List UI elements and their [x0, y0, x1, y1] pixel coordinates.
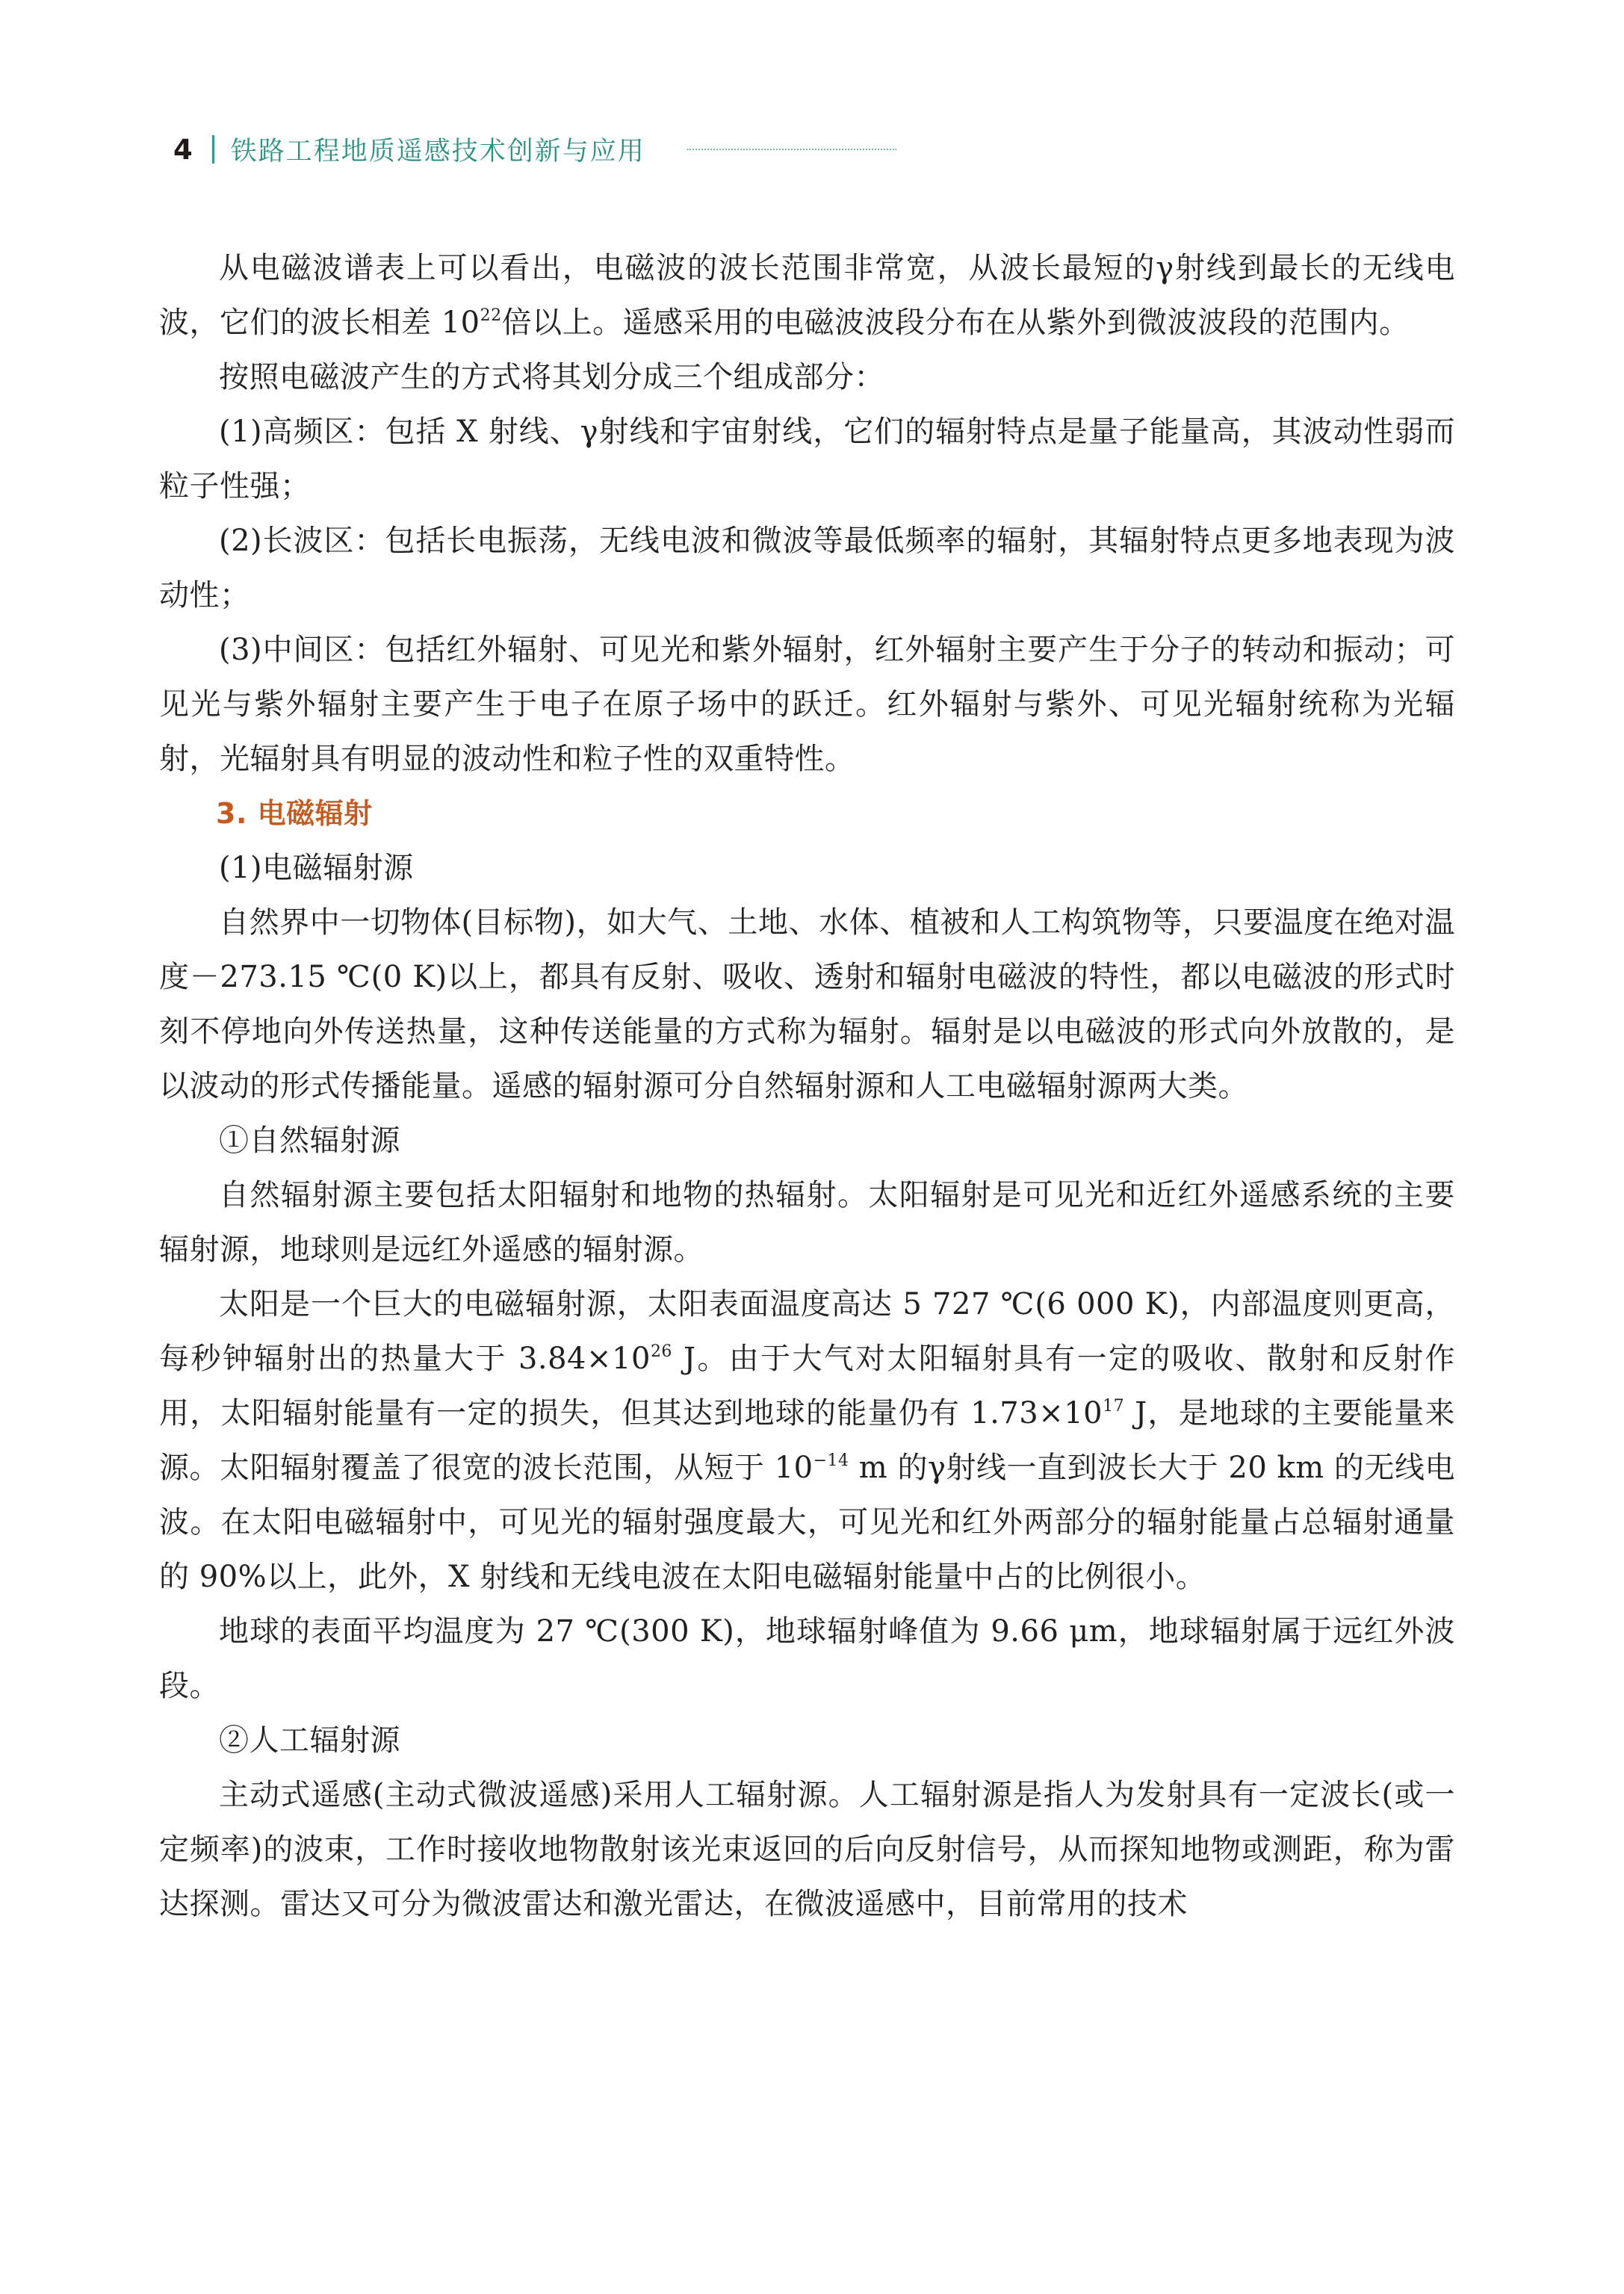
list-item-middle: (3)中间区：包括红外辐射、可见光和紫外辐射，红外辐射主要产生于分子的转动和振动；可见光与紫外辐射主要产生于电子在原子场中的跃迁。红外辐射与紫外、可见光辐射统称为光辐射，光辐射具有明显的波动性和粒子性的双重特性。 [159, 633, 1455, 776]
running-header [173, 128, 645, 170]
superscript: 22 [480, 306, 502, 325]
section-heading: 3. 电磁辐射 [216, 797, 373, 830]
paragraph: 地球的表面平均温度为 27 ℃(300 K)，地球辐射峰值为 9.66 μm，地球辐射属于远红外波段。 [159, 1614, 1455, 1703]
page-number: 4 [173, 133, 193, 166]
list-item-high-frequency: (1)高频区：包括 X 射线、γ射线和宇宙射线，它们的辐射特点是量子能量高，其波动性弱而粒子性强； [159, 415, 1455, 503]
superscript: 26 [650, 1342, 672, 1361]
paragraph: 太阳是一个巨大的电磁辐射源，太阳表面温度高达 5 727 ℃(6 000 K)，内部温度则更高，每秒钟辐射出的热量大于 $3.84\times 10^{26}$ J。由于大气对太阳辐射具有一定的吸收、散射和反射作用，太阳辐射能量有一定的损失，但其达到地球的能量仍有 $1.73\times 10^{17}$ J，是地球的主要能量来源。太阳辐射覆盖了很宽的波长范围，从短于 $10^{-14}$ m 的γ射线一直到波长大于 20 km 的无线电波。在太阳电磁辐射中，可见光的辐射强度最大，可见光和红外两部分的辐射能量占总辐射通量的 90%以上，此外，X 射线和无线电波在太阳电磁辐射能量中占的比例很小。 [159, 1287, 1456, 1594]
page-body [159, 241, 1455, 1932]
list-item-long-wave: (2)长波区：包括长电振荡，无线电波和微波等最低频率的辐射，其辐射特点更多地表现为波动性； [159, 524, 1455, 613]
paragraph: 按照电磁波产生的方式将其划分成三个组成部分： [219, 360, 884, 394]
header-dotted-rule [687, 149, 896, 150]
subsection-heading: ②人工辐射源 [219, 1723, 400, 1758]
book-title: 铁路工程地质遥感技术创新与应用 [230, 137, 645, 167]
paragraph: 自然辐射源主要包括太阳辐射和地物的热辐射。太阳辐射是可见光和近红外遥感系统的主要辐射源，地球则是远红外遥感的辐射源。 [159, 1178, 1455, 1267]
superscript: 17 [1103, 1397, 1125, 1416]
superscript: −14 [813, 1451, 849, 1470]
paragraph: 主动式遥感(主动式微波遥感)采用人工辐射源。人工辐射源是指人为发射具有一定波长(或一定频率)的波束，工作时接收地物散射该光束返回的后向反射信号，从而探知地物或测距，称为雷达探测。雷达又可分为微波雷达和激光雷达，在微波遥感中，目前常用的技术 [159, 1778, 1455, 1921]
header-divider [212, 135, 214, 164]
subsection-heading: ①自然辐射源 [219, 1123, 400, 1158]
subsection-heading: (1)电磁辐射源 [219, 851, 414, 885]
paragraph: 自然界中一切物体(目标物)，如大气、土地、水体、植被和人工构筑物等，只要温度在绝对温度－273.15 ℃(0 K)以上，都具有反射、吸收、透射和辐射电磁波的特性，都以电磁波的形式时刻不停地向外传送热量，这种传送能量的方式称为辐射。辐射是以电磁波的形式向外放散的，是以波动的形式传播能量。遥感的辐射源可分自然辐射源和人工电磁辐射源两大类。 [159, 905, 1455, 1103]
paragraph: 从电磁波谱表上可以看出，电磁波的波长范围非常宽，从波长最短的γ射线到最长的无线电波，它们的波长相差 $10^{22}$倍以上。遥感采用的电磁波波段分布在从紫外到微波波段的范围内。 [159, 251, 1455, 340]
